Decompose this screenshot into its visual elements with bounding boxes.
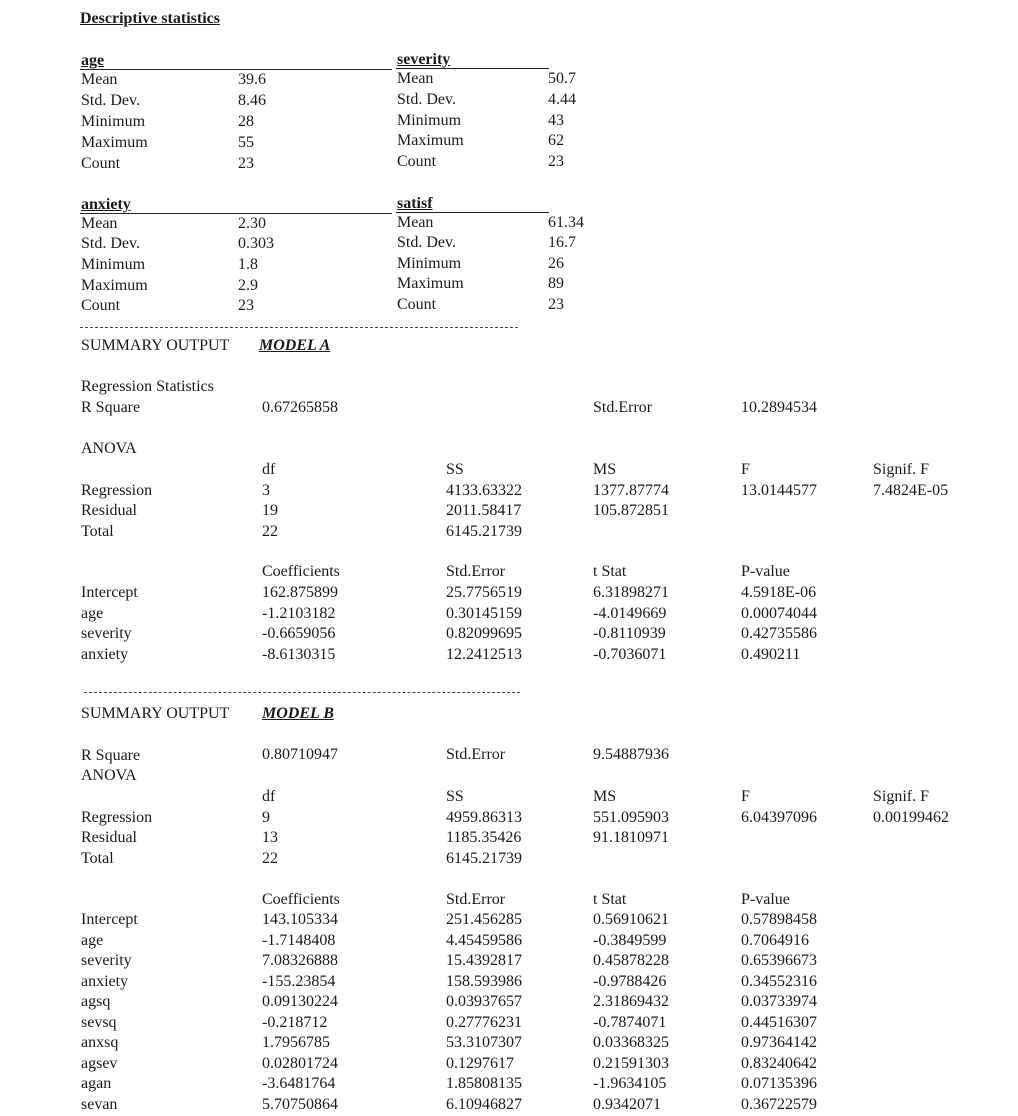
anova-header-ss: SS: [446, 461, 464, 478]
stat-label: Mean: [397, 70, 434, 87]
std-error-label: Std.Error: [593, 399, 653, 416]
r-square-label: R Square: [81, 399, 141, 416]
var-name-anxiety: anxiety: [81, 196, 131, 213]
anova-label: ANOVA: [81, 767, 137, 784]
stat-value: 23: [548, 296, 564, 313]
var-name-severity: severity: [397, 51, 451, 68]
stat-label: Maximum: [397, 132, 464, 149]
cell-df: 22: [262, 523, 278, 540]
stat-label: Maximum: [81, 277, 148, 294]
cell-signif-f: 0.00199462: [873, 809, 949, 826]
stat-label: Minimum: [81, 113, 146, 130]
cell-t-stat: -1.9634105: [593, 1075, 667, 1092]
cell-p-value: 0.97364142: [741, 1034, 817, 1051]
row-label: Total: [81, 523, 114, 540]
stat-value: 55: [238, 134, 254, 151]
cell-df: 9: [262, 809, 270, 826]
stat-label: Count: [81, 297, 121, 314]
stat-label: Maximum: [81, 134, 148, 151]
cell-ms: 91.1810971: [593, 829, 669, 846]
divider-line: [80, 213, 392, 214]
cell-coef: -155.23854: [262, 973, 336, 990]
stat-label: Std. Dev.: [81, 235, 140, 252]
stat-label: Count: [397, 296, 437, 313]
stat-value: 61.34: [548, 214, 584, 231]
stat-label: Mean: [81, 215, 118, 232]
cell-p-value: 0.490211: [741, 646, 801, 663]
stat-value: 2.9: [238, 277, 258, 294]
model-b-label: MODEL B: [262, 705, 334, 722]
cell-std-error: 4.45459586: [446, 932, 522, 949]
cell-p-value: 4.5918E-06: [741, 584, 817, 601]
cell-ms: 551.095903: [593, 809, 669, 826]
std-error-value: 9.54887936: [593, 746, 669, 763]
cell-ss: 2011.58417: [446, 502, 522, 519]
std-error-label: Std.Error: [446, 746, 506, 763]
cell-f: 13.0144577: [741, 482, 817, 499]
cell-coef: -0.218712: [262, 1014, 328, 1031]
cell-coef: 1.7956785: [262, 1034, 330, 1051]
cell-ss: 4133.63322: [446, 482, 522, 499]
stat-label: Minimum: [397, 112, 462, 129]
cell-ss: 4959.86313: [446, 809, 522, 826]
cell-std-error: 158.593986: [446, 973, 522, 990]
stat-label: Count: [81, 155, 121, 172]
row-label: agsq: [81, 993, 111, 1010]
cell-p-value: 0.83240642: [741, 1055, 817, 1072]
anova-label: ANOVA: [81, 440, 137, 457]
anova-header-ss: SS: [446, 788, 464, 805]
cell-coef: 0.09130224: [262, 993, 338, 1010]
cell-coef: -0.6659056: [262, 625, 336, 642]
stat-label: Mean: [81, 71, 118, 88]
coef-header-p-value: P-value: [741, 563, 790, 580]
stat-label: Count: [397, 153, 437, 170]
cell-t-stat: 6.31898271: [593, 584, 669, 601]
stat-label: Mean: [397, 214, 434, 231]
cell-t-stat: -0.8110939: [593, 625, 666, 642]
cell-p-value: 0.42735586: [741, 625, 817, 642]
stat-value: 50.7: [548, 70, 576, 87]
row-label: Total: [81, 850, 114, 867]
stat-label: Minimum: [81, 256, 146, 273]
cell-p-value: 0.65396673: [741, 952, 817, 969]
cell-ms: 105.872851: [593, 502, 669, 519]
cell-std-error: 0.1297617: [446, 1055, 514, 1072]
cell-coef: -1.7148408: [262, 932, 336, 949]
coef-header-std-error: Std.Error: [446, 563, 506, 580]
dashed-separator: [84, 692, 520, 693]
cell-t-stat: -0.7036071: [593, 646, 667, 663]
cell-ss: 6145.21739: [446, 850, 522, 867]
coef-header-p-value: P-value: [741, 891, 790, 908]
stat-value: 4.44: [548, 91, 576, 108]
cell-p-value: 0.03733974: [741, 993, 817, 1010]
cell-p-value: 0.44516307: [741, 1014, 817, 1031]
cell-std-error: 251.456285: [446, 911, 522, 928]
anova-header-ms: MS: [593, 461, 617, 478]
var-name-age: age: [81, 52, 105, 69]
stat-label: Std. Dev.: [81, 92, 140, 109]
stat-value: 23: [238, 297, 254, 314]
cell-ms: 1377.87774: [593, 482, 669, 499]
cell-df: 3: [262, 482, 270, 499]
cell-std-error: 0.30145159: [446, 605, 522, 622]
coef-header-t-stat: t Stat: [593, 563, 627, 580]
model-a-label: MODEL A: [259, 337, 331, 354]
anova-header-df: df: [262, 788, 276, 805]
cell-coef: 162.875899: [262, 584, 338, 601]
row-label: Residual: [81, 829, 137, 846]
cell-std-error: 0.03937657: [446, 993, 522, 1010]
cell-std-error: 12.2412513: [446, 646, 522, 663]
row-label: anxsq: [81, 1034, 119, 1051]
regression-statistics-label: Regression Statistics: [81, 378, 214, 395]
cell-f: 6.04397096: [741, 809, 817, 826]
row-label: Residual: [81, 502, 137, 519]
stat-value: 1.8: [238, 256, 258, 273]
cell-std-error: 15.4392817: [446, 952, 522, 969]
cell-t-stat: 0.56910621: [593, 911, 669, 928]
cell-p-value: 0.7064916: [741, 932, 809, 949]
anova-header-f: F: [741, 461, 750, 478]
row-label: Intercept: [81, 584, 138, 601]
coef-header-t-stat: t Stat: [593, 891, 627, 908]
cell-t-stat: 0.21591303: [593, 1055, 669, 1072]
stat-value: 16.7: [548, 234, 576, 251]
cell-t-stat: 0.9342071: [593, 1096, 661, 1113]
std-error-value: 10.2894534: [741, 399, 817, 416]
cell-p-value: 0.34552316: [741, 973, 817, 990]
coef-header-coefficients: Coefficients: [262, 563, 340, 580]
cell-df: 22: [262, 850, 278, 867]
row-label: anxiety: [81, 646, 129, 663]
cell-ss: 1185.35426: [446, 829, 522, 846]
stat-value: 39.6: [238, 71, 266, 88]
cell-t-stat: 0.45878228: [593, 952, 669, 969]
cell-std-error: 25.7756519: [446, 584, 522, 601]
cell-coef: -1.2103182: [262, 605, 336, 622]
anova-header-signif-f: Signif. F: [873, 461, 930, 478]
cell-t-stat: -0.3849599: [593, 932, 667, 949]
row-label: sevan: [81, 1096, 118, 1113]
anova-header-signif-f: Signif. F: [873, 788, 930, 805]
row-label: severity: [81, 952, 132, 969]
cell-signif-f: 7.4824E-05: [873, 482, 949, 499]
stat-label: Maximum: [397, 275, 464, 292]
cell-t-stat: -0.7874071: [593, 1014, 667, 1031]
row-label: Regression: [81, 809, 153, 826]
cell-t-stat: -4.0149669: [593, 605, 667, 622]
descriptive-title: Descriptive statistics: [80, 10, 220, 27]
cell-coef: 5.70750864: [262, 1096, 338, 1113]
stat-value: 23: [548, 153, 564, 170]
dashed-separator: [80, 327, 518, 328]
cell-p-value: 0.00074044: [741, 605, 817, 622]
cell-p-value: 0.36722579: [741, 1096, 817, 1113]
anova-header-df: df: [262, 461, 276, 478]
stat-value: 28: [238, 113, 254, 130]
stat-value: 8.46: [238, 92, 266, 109]
stat-value: 23: [238, 155, 254, 172]
row-label: severity: [81, 625, 132, 642]
divider-line: [80, 69, 392, 70]
row-label: agan: [81, 1075, 112, 1092]
stat-value: 62: [548, 132, 564, 149]
summary-output-label: SUMMARY OUTPUT: [81, 705, 230, 722]
cell-df: 19: [262, 502, 278, 519]
cell-coef: -3.6481764: [262, 1075, 336, 1092]
var-name-satisf: satisf: [397, 195, 433, 212]
r-square-value: 0.67265858: [262, 399, 338, 416]
cell-std-error: 0.27776231: [446, 1014, 522, 1031]
cell-p-value: 0.57898458: [741, 911, 817, 928]
stat-value: 2.30: [238, 215, 266, 232]
cell-ss: 6145.21739: [446, 523, 522, 540]
cell-coef: -8.6130315: [262, 646, 336, 663]
cell-std-error: 1.85808135: [446, 1075, 522, 1092]
stat-value: 0.303: [238, 235, 274, 252]
stat-label: Minimum: [397, 255, 462, 272]
cell-coef: 0.02801724: [262, 1055, 338, 1072]
stat-label: Std. Dev.: [397, 91, 456, 108]
r-square-value: 0.80710947: [262, 746, 338, 763]
coef-header-coefficients: Coefficients: [262, 891, 340, 908]
row-label: agsev: [81, 1055, 118, 1072]
cell-t-stat: -0.9788426: [593, 973, 667, 990]
cell-coef: 7.08326888: [262, 952, 338, 969]
cell-std-error: 0.82099695: [446, 625, 522, 642]
cell-t-stat: 2.31869432: [593, 993, 669, 1010]
row-label: Intercept: [81, 911, 138, 928]
cell-std-error: 53.3107307: [446, 1034, 522, 1051]
cell-coef: 143.105334: [262, 911, 338, 928]
anova-header-ms: MS: [593, 788, 617, 805]
row-label: sevsq: [81, 1014, 117, 1031]
summary-output-label: SUMMARY OUTPUT: [81, 337, 230, 354]
stat-value: 43: [548, 112, 564, 129]
cell-df: 13: [262, 829, 278, 846]
cell-p-value: 0.07135396: [741, 1075, 817, 1092]
r-square-label: R Square: [81, 747, 141, 764]
cell-std-error: 6.10946827: [446, 1096, 522, 1113]
row-label: age: [81, 932, 104, 949]
stat-value: 26: [548, 255, 564, 272]
row-label: Regression: [81, 482, 153, 499]
anova-header-f: F: [741, 788, 750, 805]
row-label: age: [81, 605, 104, 622]
coef-header-std-error: Std.Error: [446, 891, 506, 908]
row-label: anxiety: [81, 973, 129, 990]
cell-t-stat: 0.03368325: [593, 1034, 669, 1051]
stat-label: Std. Dev.: [397, 234, 456, 251]
stat-value: 89: [548, 275, 564, 292]
